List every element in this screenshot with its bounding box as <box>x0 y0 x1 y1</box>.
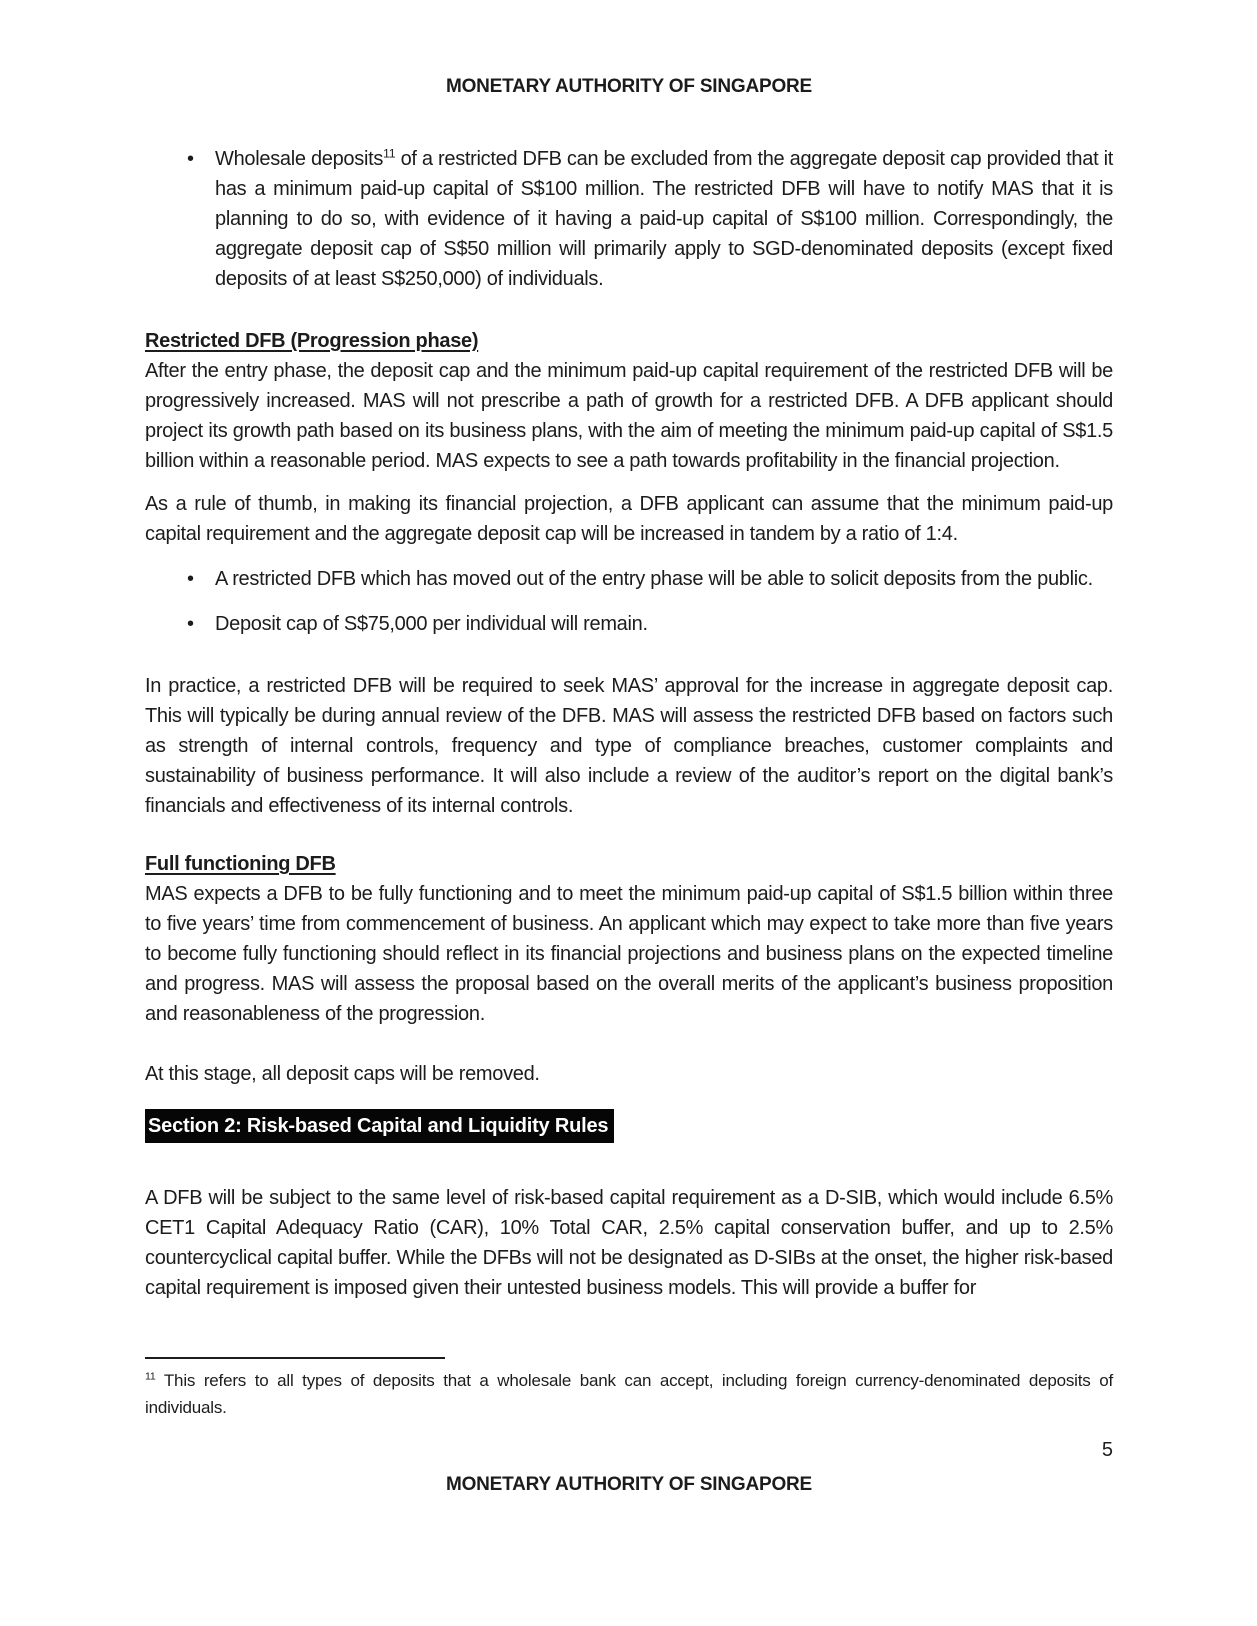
bullet-icon: • <box>187 613 195 635</box>
list-item-deposit-cap <box>145 609 1113 639</box>
footnote-ref-superscript: 11 <box>383 146 396 161</box>
bullet-icon: • <box>187 568 195 590</box>
paragraph-in-practice: In practice, a restricted DFB will be required to seek MAS’ approval for the increase in aggregate deposit cap. This will typically be during annual review of the DFB. MAS will assess the restricted DFB based on factors such as strength of internal controls, frequency and type of compliance breaches, customer complaints and sustainability of business performance. It will also include a review of the auditor’s report on the digital bank’s financials and effectiveness of its internal controls. <box>145 675 1113 817</box>
paragraph-risk-based-capital: A DFB will be subject to the same level of risk-based capital requirement as a D-SIB, which would include 6.5% CET1 Capital Adequacy Ratio (CAR), 10% Total CAR, 2.5% capital conservation buffer, and up to 2.5% countercyclical capital buffer. While the DFBs will not be designated as D-SIBs at the onset, the higher risk-based capital requirement is imposed given their untested business models. This will provide a buffer for <box>145 1187 1113 1299</box>
paragraph-deposit-caps-removed: At this stage, all deposit caps will be removed. <box>145 1063 540 1085</box>
bullet-item-text: A restricted DFB which has moved out of the entry phase will be able to solicit deposits from the public. <box>215 568 1093 590</box>
list-item-wholesale-deposits <box>145 144 1113 294</box>
paragraph-full-functioning: MAS expects a DFB to be fully functioning and to meet the minimum paid-up capital of S$1.5 billion within three to five years’ time from commencement of business. An applicant which may expect to take more than five years to become fully functioning should reflect in its financial projections and business plans on the expected timeline and progress. MAS will assess the proposal based on the overall merits of the applicant’s business proposition and reasonableness of the progression. <box>145 883 1113 1025</box>
bullet-icon: • <box>187 148 195 170</box>
paragraph-growth-path: After the entry phase, the deposit cap and the minimum paid-up capital requirement of the restricted DFB will be progressively increased. MAS will not prescribe a path of growth for a restricted DFB. A DFB applicant should project its growth path based on its business plans, with the aim of meeting the minimum paid-up capital of S$1.5 billion within a reasonable period. MAS expects to see a path towards profitability in the financial projection. <box>145 360 1113 472</box>
section2-heading-row <box>145 1109 1113 1143</box>
paragraph-rule-of-thumb: As a rule of thumb, in making its financial projection, a DFB applicant can assume that the minimum paid-up capital requirement and the aggregate deposit cap will be increased in tandem by a ratio of 1:4. <box>145 493 1113 545</box>
footnote <box>145 1367 1113 1421</box>
intro-bullet-rest: of a restricted DFB can be excluded from the aggregate deposit cap provided that it has a minimum paid-up capital of S$100 million. The restricted DFB will have to notify MAS that it is planning to do so, with evidence of it having a paid-up capital of S$100 million. Correspondingly, the aggregate deposit cap of S$50 million will primarily apply to SGD-denominated deposits (except fixed deposits of at least S$250,000) of individuals. <box>215 148 1113 290</box>
section-heading-restricted-dfb: Restricted DFB (Progression phase) <box>145 330 479 352</box>
list-item-solicit-deposits <box>145 564 1113 594</box>
footnote-text: This refers to all types of deposits that a wholesale bank can accept, including foreign currency-denominated deposits of individuals. <box>145 1371 1113 1417</box>
page-header-title: MONETARY AUTHORITY OF SINGAPORE <box>445 76 813 97</box>
section-heading-full-functioning-dfb: Full functioning DFB <box>145 853 336 875</box>
bullet-list-progression <box>145 564 1113 639</box>
footnote-number: 11 <box>145 1370 156 1383</box>
section2-heading-highlighted: Section 2: Risk-based Capital and Liquidity Rules <box>145 1109 614 1143</box>
page-footer-title: MONETARY AUTHORITY OF SINGAPORE <box>445 1474 813 1495</box>
page-number: 5 <box>1101 1439 1113 1461</box>
footnote-separator <box>145 1357 445 1359</box>
bullet-item-text: Deposit cap of S$75,000 per individual will remain. <box>215 613 648 635</box>
intro-bullet-lead: Wholesale deposits <box>215 148 384 170</box>
